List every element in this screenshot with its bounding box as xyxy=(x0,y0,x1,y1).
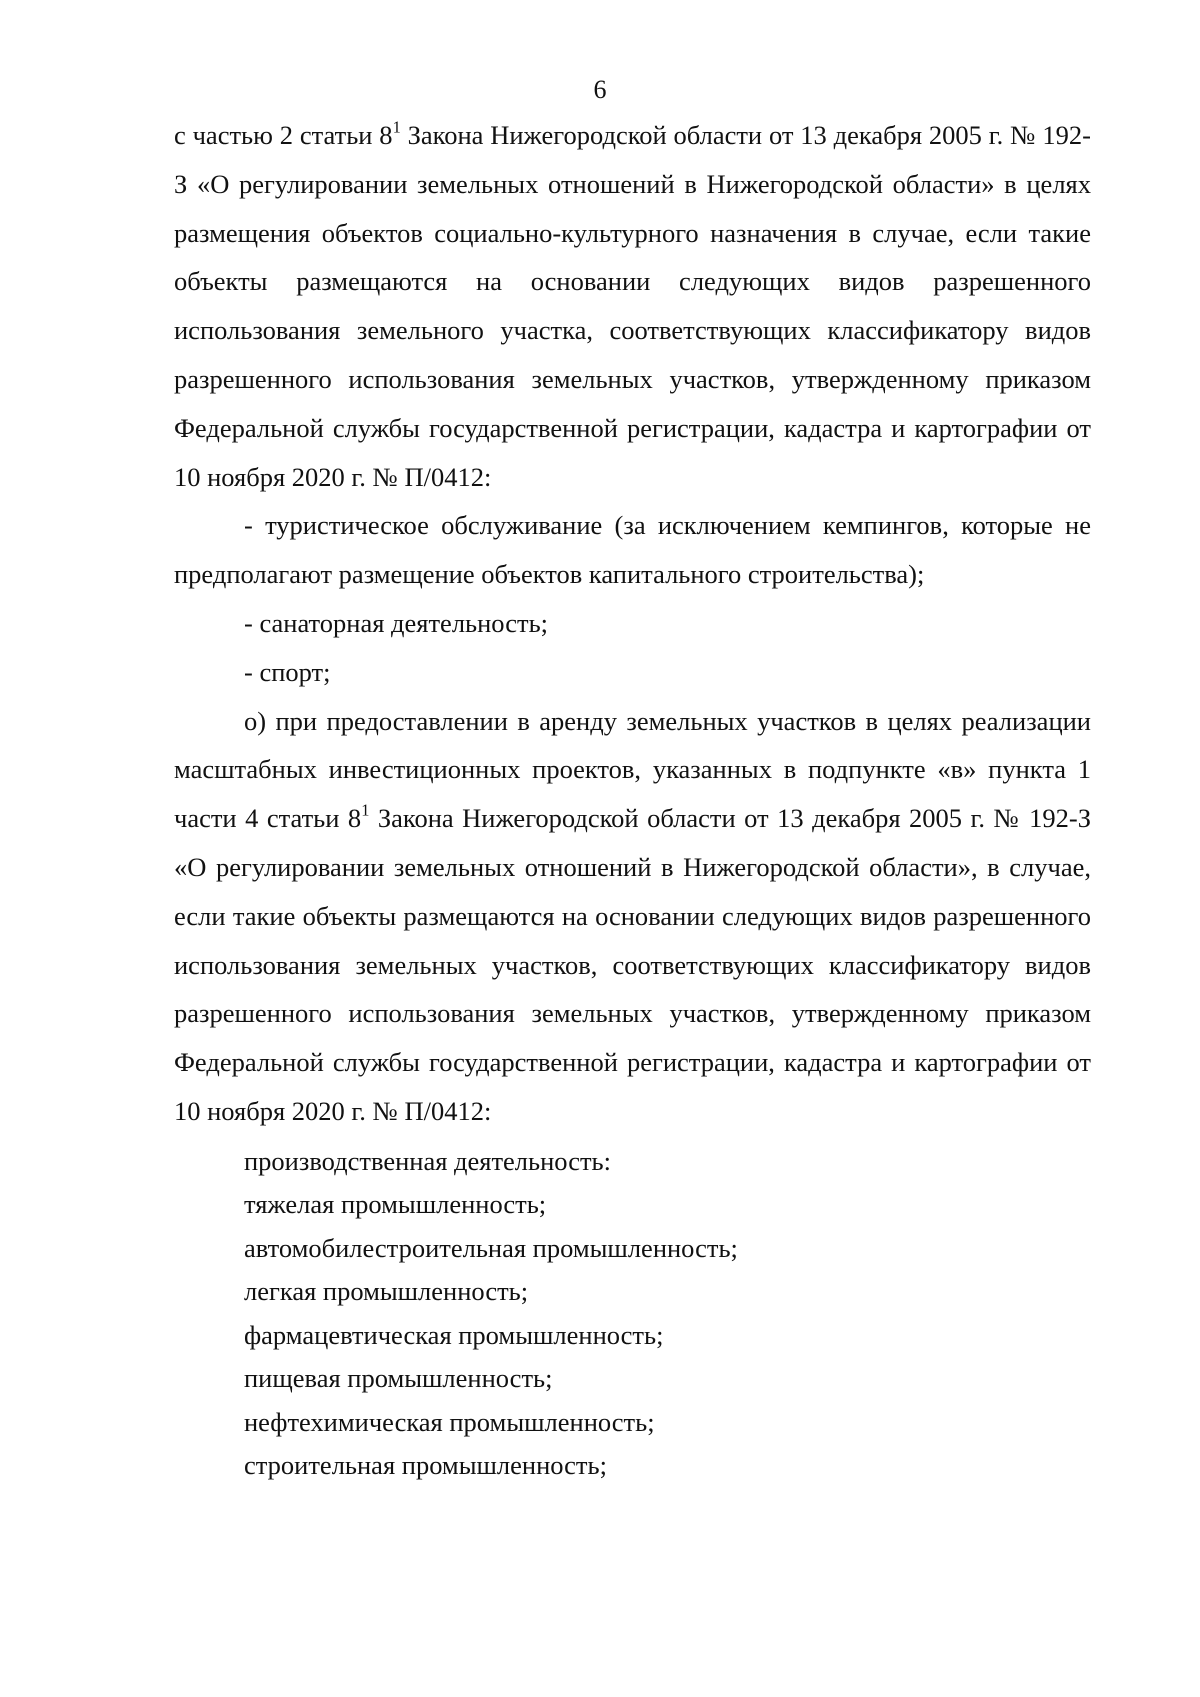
page-number: 6 xyxy=(593,75,607,104)
paragraph-text: Закона Нижегородской области от 13 декабря 2005 г. № 192-З «О регулировании земельных отношений в Нижегородской области», в случае, если такие объекты размещаются на основании следующих видов разрешенного использования земельных участков, соответствующих классификатору видов разрешенного использования земельных участков, утвержденному приказом Федеральной службы государственной регистрации, кадастра и картографии от 10 ноября 2020 г. № П/0412: xyxy=(174,803,1091,1126)
paragraph-text: о) при предоставлении в аренду земельных участков в целях реализации масштабных инвестиционных проектов, указанных в подпункте «в» пункта 1 части 4 статьи 8 xyxy=(174,705,1091,834)
list-item-sanatorium: - санаторная деятельность; xyxy=(244,607,549,638)
paragraph-subitem-o xyxy=(174,697,1091,1136)
industry-list xyxy=(174,1140,1091,1488)
list-item: строительная промышленность; xyxy=(244,1450,607,1481)
paragraph-text: Закона Нижегородской области от 13 декабря 2005 г. № 192-З «О регулировании земельных отношений в Нижегородской области» в целях размещения объектов социально-культурного назначения в случае, если такие объекты размещаются на основании следующих видов разрешенного использования земельного участка, соответствующих классификатору видов разрешенного использования земельных участков, утвержденному приказом Федеральной службы государственной регистрации, кадастра и картографии от 10 ноября 2020 г. № П/0412: xyxy=(174,120,1091,492)
superscript: 1 xyxy=(361,800,370,820)
superscript: 1 xyxy=(392,117,401,137)
list-item: легкая промышленность; xyxy=(244,1276,529,1307)
list-item: пищевая промышленность; xyxy=(244,1363,553,1394)
document-body xyxy=(174,111,1091,1488)
list-item: фармацевтическая промышленность; xyxy=(244,1319,664,1350)
list-item-tourism: - туристическое обслуживание (за исключением кемпингов, которые не предполагают размещение объектов капитального строительства); xyxy=(174,510,1091,590)
list-item: производственная деятельность: xyxy=(244,1145,612,1176)
list-item-sport: - спорт; xyxy=(244,656,331,687)
paragraph-text: с частью 2 статьи 8 xyxy=(174,120,393,150)
list-item: тяжелая промышленность; xyxy=(244,1189,547,1220)
list-item: нефтехимическая промышленность; xyxy=(244,1406,655,1437)
paragraph-continuation xyxy=(174,111,1091,501)
list-item: автомобилестроительная промышленность; xyxy=(244,1232,738,1263)
